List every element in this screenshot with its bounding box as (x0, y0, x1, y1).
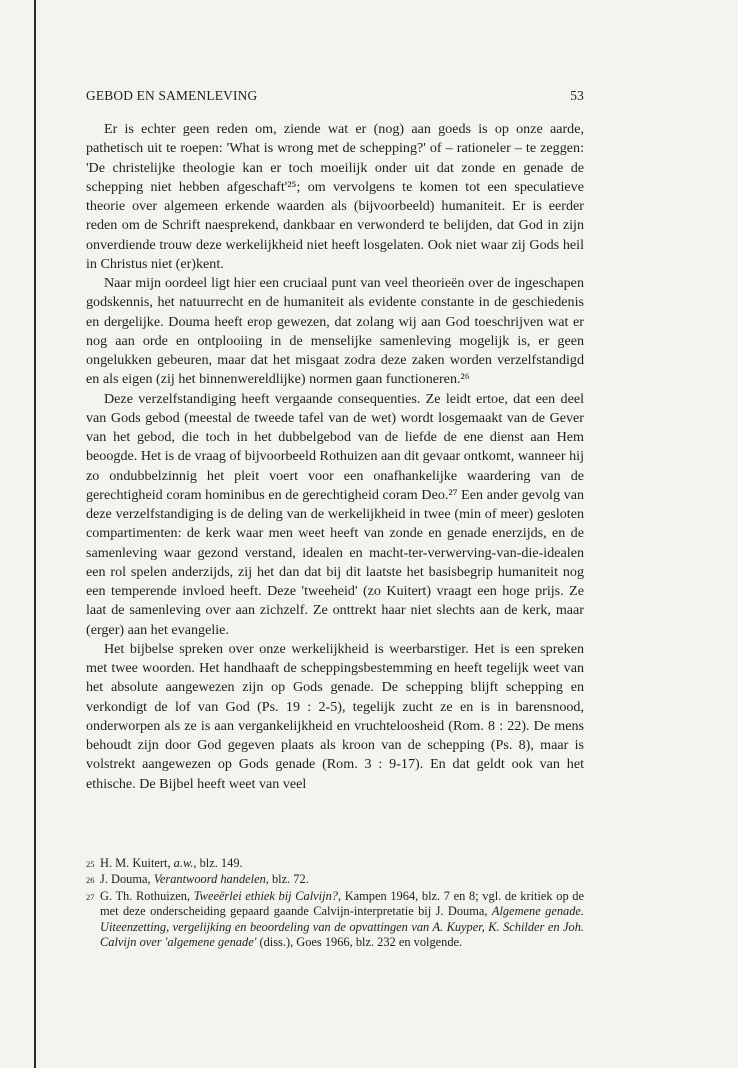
footnote-title: Verantwoord handelen (153, 872, 266, 887)
scan-page-edge (34, 0, 36, 1068)
paragraph: Naar mijn oordeel ligt hier een cruciaal punt van veel theorieën over de ingeschapen godskennis, het natuurrecht en de humaniteit als evidente constante in de geschiedenis en dergelijke. Douma heeft erop gewezen, dat zolang wij aan God toeschrijven wat er nog aan orde en ontplooiing in de menselijke samenleving mogelijk is, er geen ongelukken gebeuren, maar dat het misgaat zodra deze zaken worden verzelfstandigd en als eigen (zij het binnenwereldlijke) normen gaan functioneren.²⁶ (86, 275, 584, 388)
paragraph: Deze verzelfstandiging heeft vergaande consequenties. Ze leidt ertoe, dat een deel van Gods gebod (meestal de tweede tafel van de wet) wordt losgemaakt van de Gever van het gebod, die toch in het dubbelgebod van de liefde de ene dienst aan Hem beoogde. Het is de vraag of bijvoorbeeld Rothuizen aan dit gevaar ontkomt, wanneer hij zo ondubbelzinnig het pleit voert voor een onafhankelijke waardering van de gerechtigheid coram hominibus en de gerechtigheid coram Deo.²⁷ Een ander gevolg van deze verzelfstandiging is de deling van de werkelijkheid in twee (min of meer) gesloten compartimenten: de kerk waar men weet heeft van zonde en genade enerzijds, en de samenleving waar gezond verstand, idealen en macht-ter-verwerving-van-die-idealen een rol spelen anderzijds, zij het dan dat bij dit laatste het basisbegrip humaniteit nog een temperende invloed heeft. Deze 'tweeheid' (zo Kuitert) vraagt een hoge prijs. Ze laat de samenleving over aan zichzelf. Ze onttrekt haar niet slechts aan de kerk, maar (erger) aan het evangelie. (86, 390, 584, 638)
book-page (86, 88, 584, 951)
footnotes (86, 856, 584, 951)
footnote-title: Algemene genade. Uiteenzetting, vergelijking en beoordeling van de opvattingen van A. Kuyper, K. Schilder en Joh. Calvijn over 'algemene genade' (100, 904, 584, 950)
footnote (86, 872, 584, 889)
footnote-number: 26 (86, 875, 95, 886)
page-number: 53 (570, 88, 584, 103)
footnote-text: , Kampen 1964, blz. 7 en 8; vgl. de kritiek op de met deze onderscheiding gepaard gaande Calvijn-interpretatie bij J. Douma, (100, 888, 584, 919)
footnote-text: (diss.), Goes 1966, blz. 232 en volgende. (256, 935, 463, 950)
footnote-number: 27 (86, 891, 95, 902)
body-text (86, 120, 584, 794)
footnote-text: G. Th. Rothuizen, (100, 888, 194, 903)
running-title: GEBOD EN SAMENLEVING (86, 88, 258, 103)
footnote-number: 25 (86, 858, 95, 869)
paragraph: Er is echter geen reden om, ziende wat er (nog) aan goeds is op onze aarde, pathetisch uit te roepen: 'What is wrong met de schepping?' of – rationeler – te zeggen: 'De christelijke theologie kan er toch moeilijk onder uit dat zonde en genade de schepping niet hebben afgeschaft'²⁵; om vervolgens te komen tot een speculatieve theorie over algemeen erkende waarden als (bijvoorbeeld) humaniteit. Er is eerder reden om de Schrift naesprekend, dankbaar en verwonderd te belijden, dat God in zijn onverdiende trouw deze werkelijkheid niet heeft losgelaten. Ook niet waar zij Gods heil in Christus niet (er)kent. (86, 121, 584, 272)
footnote-text: , blz. 149. (193, 855, 243, 870)
footnote-title: Tweeërlei ethiek bij Calvijn? (193, 888, 338, 903)
footnote-text: J. Douma, (100, 872, 154, 887)
footnote (86, 856, 584, 873)
page-header (86, 88, 584, 104)
paragraph: Het bijbelse spreken over onze werkelijkheid is weerbarstiger. Het is een spreken met twee woorden. Het handhaaft de scheppingsbestemming en heeft tegelijk weet van het absolute aangewezen zijn op Gods genade. De schepping blijft schepping en verkondigt de lof van God (Ps. 19 : 2-5), tegelijk zucht ze en is in barensnood, onderworpen als ze is aan vergankelijkheid en vruchteloosheid (Rom. 8 : 22). De mens behoudt zijn door God gegeven plaats als kroon van de schepping (Ps. 8), maar is volstrekt aangewezen op Gods genade (Rom. 3 : 9-17). En dat geldt ook van het ethische. De Bijbel heeft weet van veel (86, 640, 584, 792)
footnote-text: , blz. 72. (265, 872, 309, 887)
footnote-title: a.w. (173, 855, 194, 870)
footnote-text: H. M. Kuitert, (100, 855, 174, 870)
footnote (86, 889, 584, 951)
